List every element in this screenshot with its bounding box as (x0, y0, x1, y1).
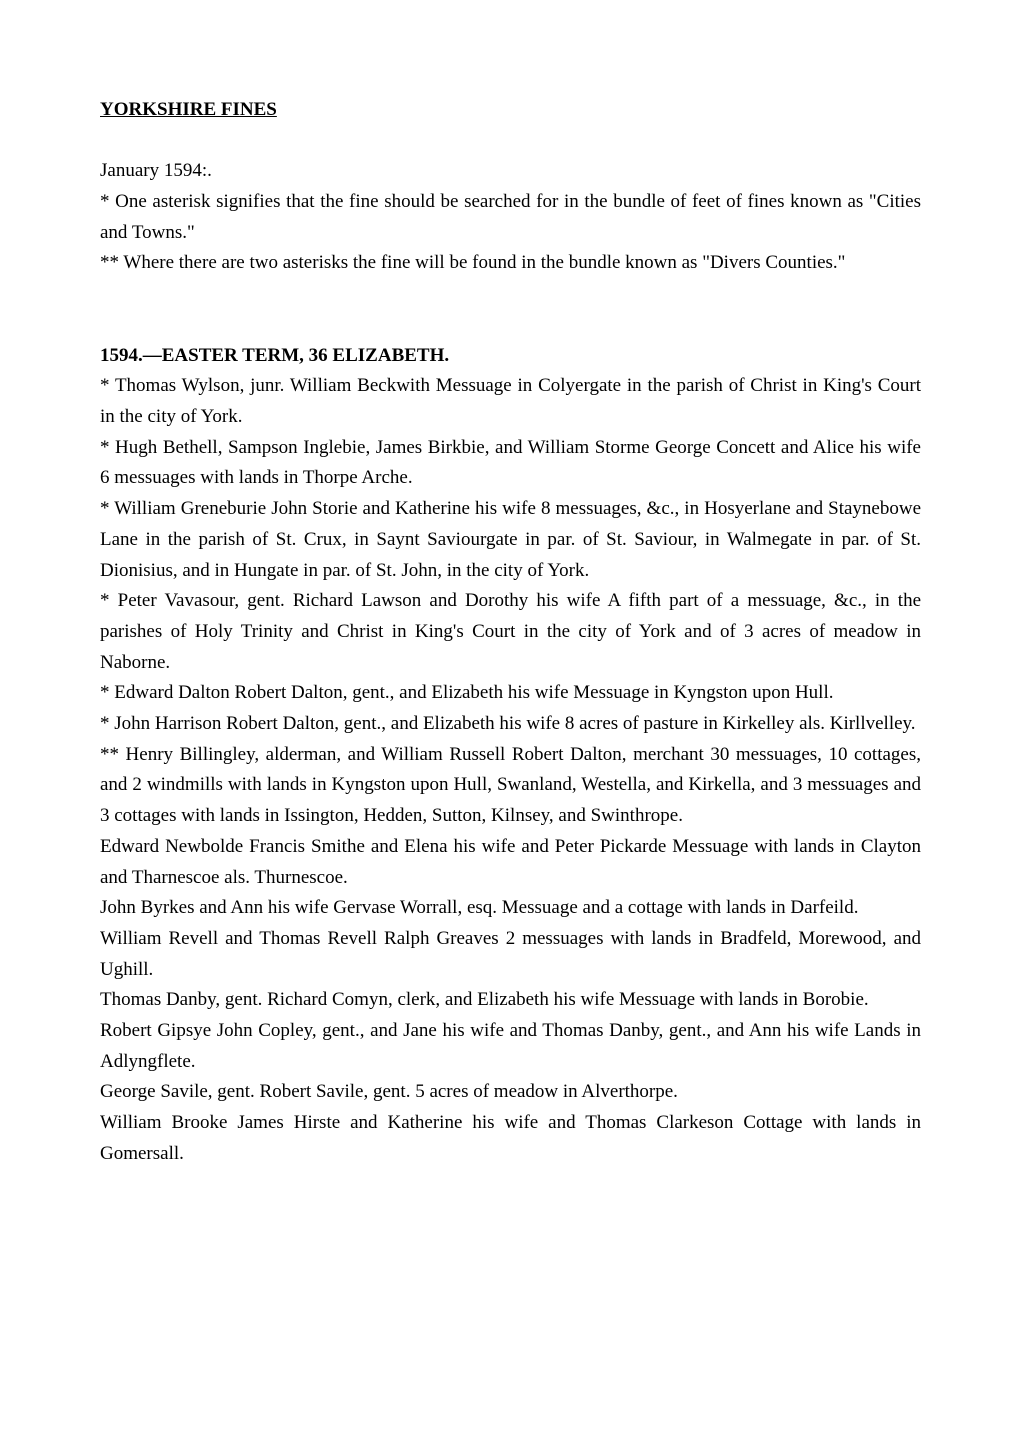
fine-entry: * Thomas Wylson, junr. William Beckwith Messuage in Colyergate in the parish of Christ in King's Court in the city of York. (100, 375, 921, 427)
fine-entry: * Edward Dalton Robert Dalton, gent., and Elizabeth his wife Messuage in Kyngston upon Hull. (100, 682, 834, 704)
fine-entry: George Savile, gent. Robert Savile, gent. 5 acres of meadow in Alverthorpe. (100, 1081, 678, 1103)
fine-entry: William Brooke James Hirste and Katherine his wife and Thomas Clarkeson Cottage with lands in Gomersall. (100, 1112, 921, 1164)
fine-entry: Thomas Danby, gent. Richard Comyn, clerk, and Elizabeth his wife Messuage with lands in Borobie. (100, 989, 869, 1011)
fine-entry: * William Greneburie John Storie and Katherine his wife 8 messuages, &c., in Hosyerlane and Staynebowe Lane in the parish of St. Crux, in Saynt Saviourgate in par. of St. Saviour, in Walmegate in par. of St. Dionisius, and in Hungate in par. of St. John, in the city of York. (100, 498, 921, 581)
term-heading: 1594.—EASTER TERM, 36 ELIZABETH. (100, 344, 450, 366)
fine-entry: * Hugh Bethell, Sampson Inglebie, James Birkbie, and William Storme George Concett and Alice his wife 6 messuages with lands in Thorpe Arche. (100, 436, 921, 489)
fine-entry: * John Harrison Robert Dalton, gent., and Elizabeth his wife 8 acres of pasture in Kirkelley als. Kirllvelley. (100, 713, 916, 735)
spacer (100, 126, 921, 157)
intro-note-single-asterisk: * One asterisk signifies that the fine should be searched for in the bundle of feet of fines known as "Cities and Towns." (100, 191, 921, 243)
fine-entry: Edward Newbolde Francis Smithe and Elena his wife and Peter Pickarde Messuage with lands in Clayton and Tharnescoe als. Thurnescoe. (100, 835, 921, 888)
intro-note-double-asterisk: ** Where there are two asterisks the fine will be found in the bundle known as "Divers Counties." (100, 252, 846, 274)
fine-entry: John Byrkes and Ann his wife Gervase Worrall, esq. Messuage and a cottage with lands in Darfeild. (100, 897, 859, 919)
intro-date-line: January 1594:. (100, 160, 212, 182)
spacer (100, 279, 921, 340)
document-title: YORKSHIRE FINES (100, 99, 277, 120)
document-page (100, 95, 921, 1170)
fine-entry: Robert Gipsye John Copley, gent., and Jane his wife and Thomas Danby, gent., and Ann his wife Lands in Adlyngflete. (100, 1020, 921, 1072)
fine-entry: ** Henry Billingley, alderman, and William Russell Robert Dalton, merchant 30 messuages, 10 cottages, and 2 windmills with lands in Kyngston upon Hull, Swanland, Westella, and Kirkella, and 3 messuages and 3 cottages with lands in Issington, Hedden, Sutton, Kilnsey, and Swinthrope. (100, 743, 921, 827)
fine-entry: William Revell and Thomas Revell Ralph Greaves 2 messuages with lands in Bradfeld, Morewood, and Ughill. (100, 927, 921, 980)
fine-entry: * Peter Vavasour, gent. Richard Lawson and Dorothy his wife A fifth part of a messuage, &c., in the parishes of Holy Trinity and Christ in King's Court in the city of York and of 3 acres of meadow in Naborne. (100, 590, 921, 673)
